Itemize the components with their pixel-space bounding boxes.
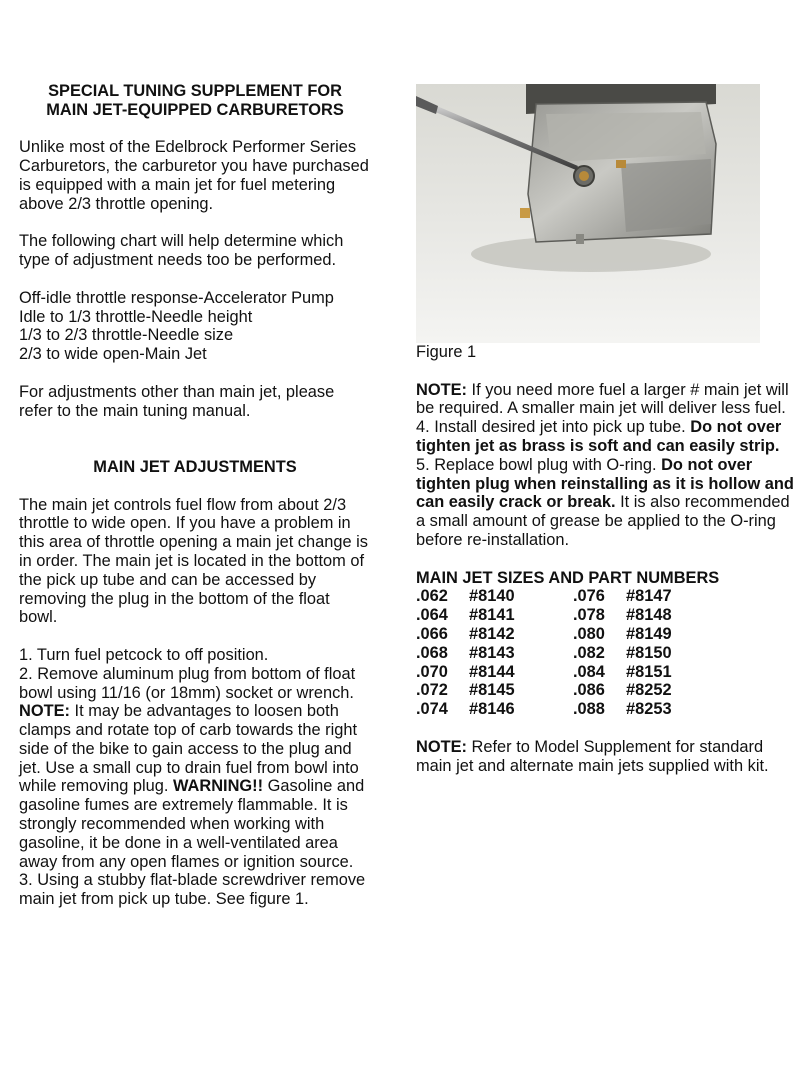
title-line-1: SPECIAL TUNING SUPPLEMENT FOR (48, 82, 342, 100)
adjustment-item: Off-idle throttle response-Accelerator Pump (19, 288, 334, 307)
note-1-text: If you need more fuel a larger # main jet will be required. A smaller main jet will deliver less fuel. (416, 380, 789, 418)
note-1-label: NOTE: (416, 380, 467, 399)
note-1 (416, 381, 802, 419)
part-number-cell: #8141 (469, 606, 515, 625)
step-2-note-label: NOTE: (19, 702, 70, 721)
jet-size-cell: .066 (416, 624, 448, 643)
jet-size-cell: .062 (416, 587, 448, 606)
step-1: 1. Turn fuel petcock to off position. (19, 645, 269, 664)
left-column (19, 82, 371, 909)
jet-table-row (416, 681, 706, 700)
jet-size-cell: .078 (573, 606, 605, 625)
step-5 (416, 456, 802, 550)
part-number-cell: #8144 (469, 662, 515, 681)
step-2 (19, 665, 371, 872)
part-number-cell: #8148 (626, 606, 672, 625)
section-heading: MAIN JET ADJUSTMENTS (93, 457, 297, 476)
jet-size-cell: .084 (573, 662, 605, 681)
part-number-cell: #8147 (626, 587, 672, 606)
step-5-text-b: It is also recommended a small amount of grease be applied to the O-ring before re-installation. (416, 493, 790, 549)
note-2 (416, 738, 802, 776)
step-2-text-c: Gasoline and gasoline fumes are extremely flammable. It is strongly recommended when working with gasoline, it be done in a well-ventilated area away from any open flames or ignition source. (19, 777, 365, 871)
note-2-text: Refer to Model Supplement for standard main jet and alternate main jets supplied with kit. (416, 737, 769, 775)
jet-size-cell: .082 (573, 643, 605, 662)
adjustment-item: Idle to 1/3 throttle-Needle height (19, 307, 253, 326)
step-4-warning: Do not over tighten jet as brass is soft and can easily strip. (416, 418, 782, 455)
jet-size-cell: .070 (416, 662, 448, 681)
part-number-cell: #8142 (469, 624, 515, 643)
jet-table-row (416, 606, 706, 625)
jet-table-row (416, 700, 706, 719)
main-jet-description: The main jet controls fuel flow from about 2/3 throttle to wide open. If you have a problem in this area of throttle opening a main jet change is in order. The main jet is located in the bottom of the pick up tube and can be accessed by removing the plug in the bottom of the float bowl. (19, 495, 368, 627)
part-number-cell: #8150 (626, 643, 672, 662)
part-number-cell: #8146 (469, 700, 515, 719)
adjustment-item: 2/3 to wide open-Main Jet (19, 345, 207, 364)
jet-size-cell: .068 (416, 643, 448, 662)
figure-caption: Figure 1 (416, 343, 477, 361)
jet-size-cell: .064 (416, 606, 448, 625)
step-4-text: 4. Install desired jet into pick up tube. (416, 418, 691, 437)
part-number-cell: #8252 (626, 681, 672, 700)
jet-table-row (416, 663, 706, 682)
refer-manual-paragraph: For adjustments other than main jet, please refer to the main tuning manual. (19, 382, 335, 420)
part-number-cell: #8140 (469, 587, 515, 606)
part-number-cell: #8145 (469, 681, 515, 700)
jet-table-row (416, 625, 706, 644)
adjustment-list (19, 289, 371, 364)
part-number-cell: #8143 (469, 643, 515, 662)
step-2-text-b: It may be advantages to loosen both clamps and rotate top of carb towards the right side of the bike to gain access to the plug and jet. Use a small cup to drain fuel from bowl into while removing plug. (19, 702, 359, 796)
jet-table-row (416, 644, 706, 663)
step-4 (416, 418, 802, 456)
part-number-cell: #8149 (626, 624, 672, 643)
jet-size-cell: .086 (573, 681, 605, 700)
step-2-warning-label: WARNING!! (172, 777, 264, 796)
jet-size-cell: .076 (573, 587, 605, 606)
jet-size-cell: .080 (573, 624, 605, 643)
jet-table-row (416, 587, 706, 606)
step-5-text-a: 5. Replace bowl plug with O-ring. (416, 455, 662, 474)
intro-paragraph: Unlike most of the Edelbrock Performer Series Carburetors, the carburetor you have purchased is equipped with a main jet for fuel metering above 2/3 throttle opening. (19, 138, 369, 213)
chart-intro-paragraph: The following chart will help determine which type of adjustment needs too be performed. (19, 232, 344, 270)
jet-table (416, 587, 706, 719)
page-title (19, 82, 371, 120)
jet-table-heading: MAIN JET SIZES AND PART NUMBERS (416, 568, 720, 587)
note-2-label: NOTE: (416, 737, 467, 756)
adjustment-item: 1/3 to 2/3 throttle-Needle size (19, 326, 234, 345)
part-number-cell: #8151 (626, 662, 672, 681)
jet-size-cell: .072 (416, 681, 448, 700)
jet-size-cell: .088 (573, 700, 605, 719)
title-line-2: MAIN JET-EQUIPPED CARBURETORS (46, 100, 344, 119)
step-2-text-a: 2. Remove aluminum plug from bottom of float bowl using 11/16 (or 18mm) socket or wrench. (19, 664, 356, 702)
step-3: 3. Using a stubby flat-blade screwdriver remove main jet from pick up tube. See figure 1. (19, 871, 366, 909)
part-number-cell: #8253 (626, 700, 672, 719)
step-5-warning: Do not over tighten plug when reinstalling as it is hollow and can easily crack or break. (416, 455, 794, 512)
right-column (416, 84, 802, 775)
jet-size-cell: .074 (416, 700, 448, 719)
